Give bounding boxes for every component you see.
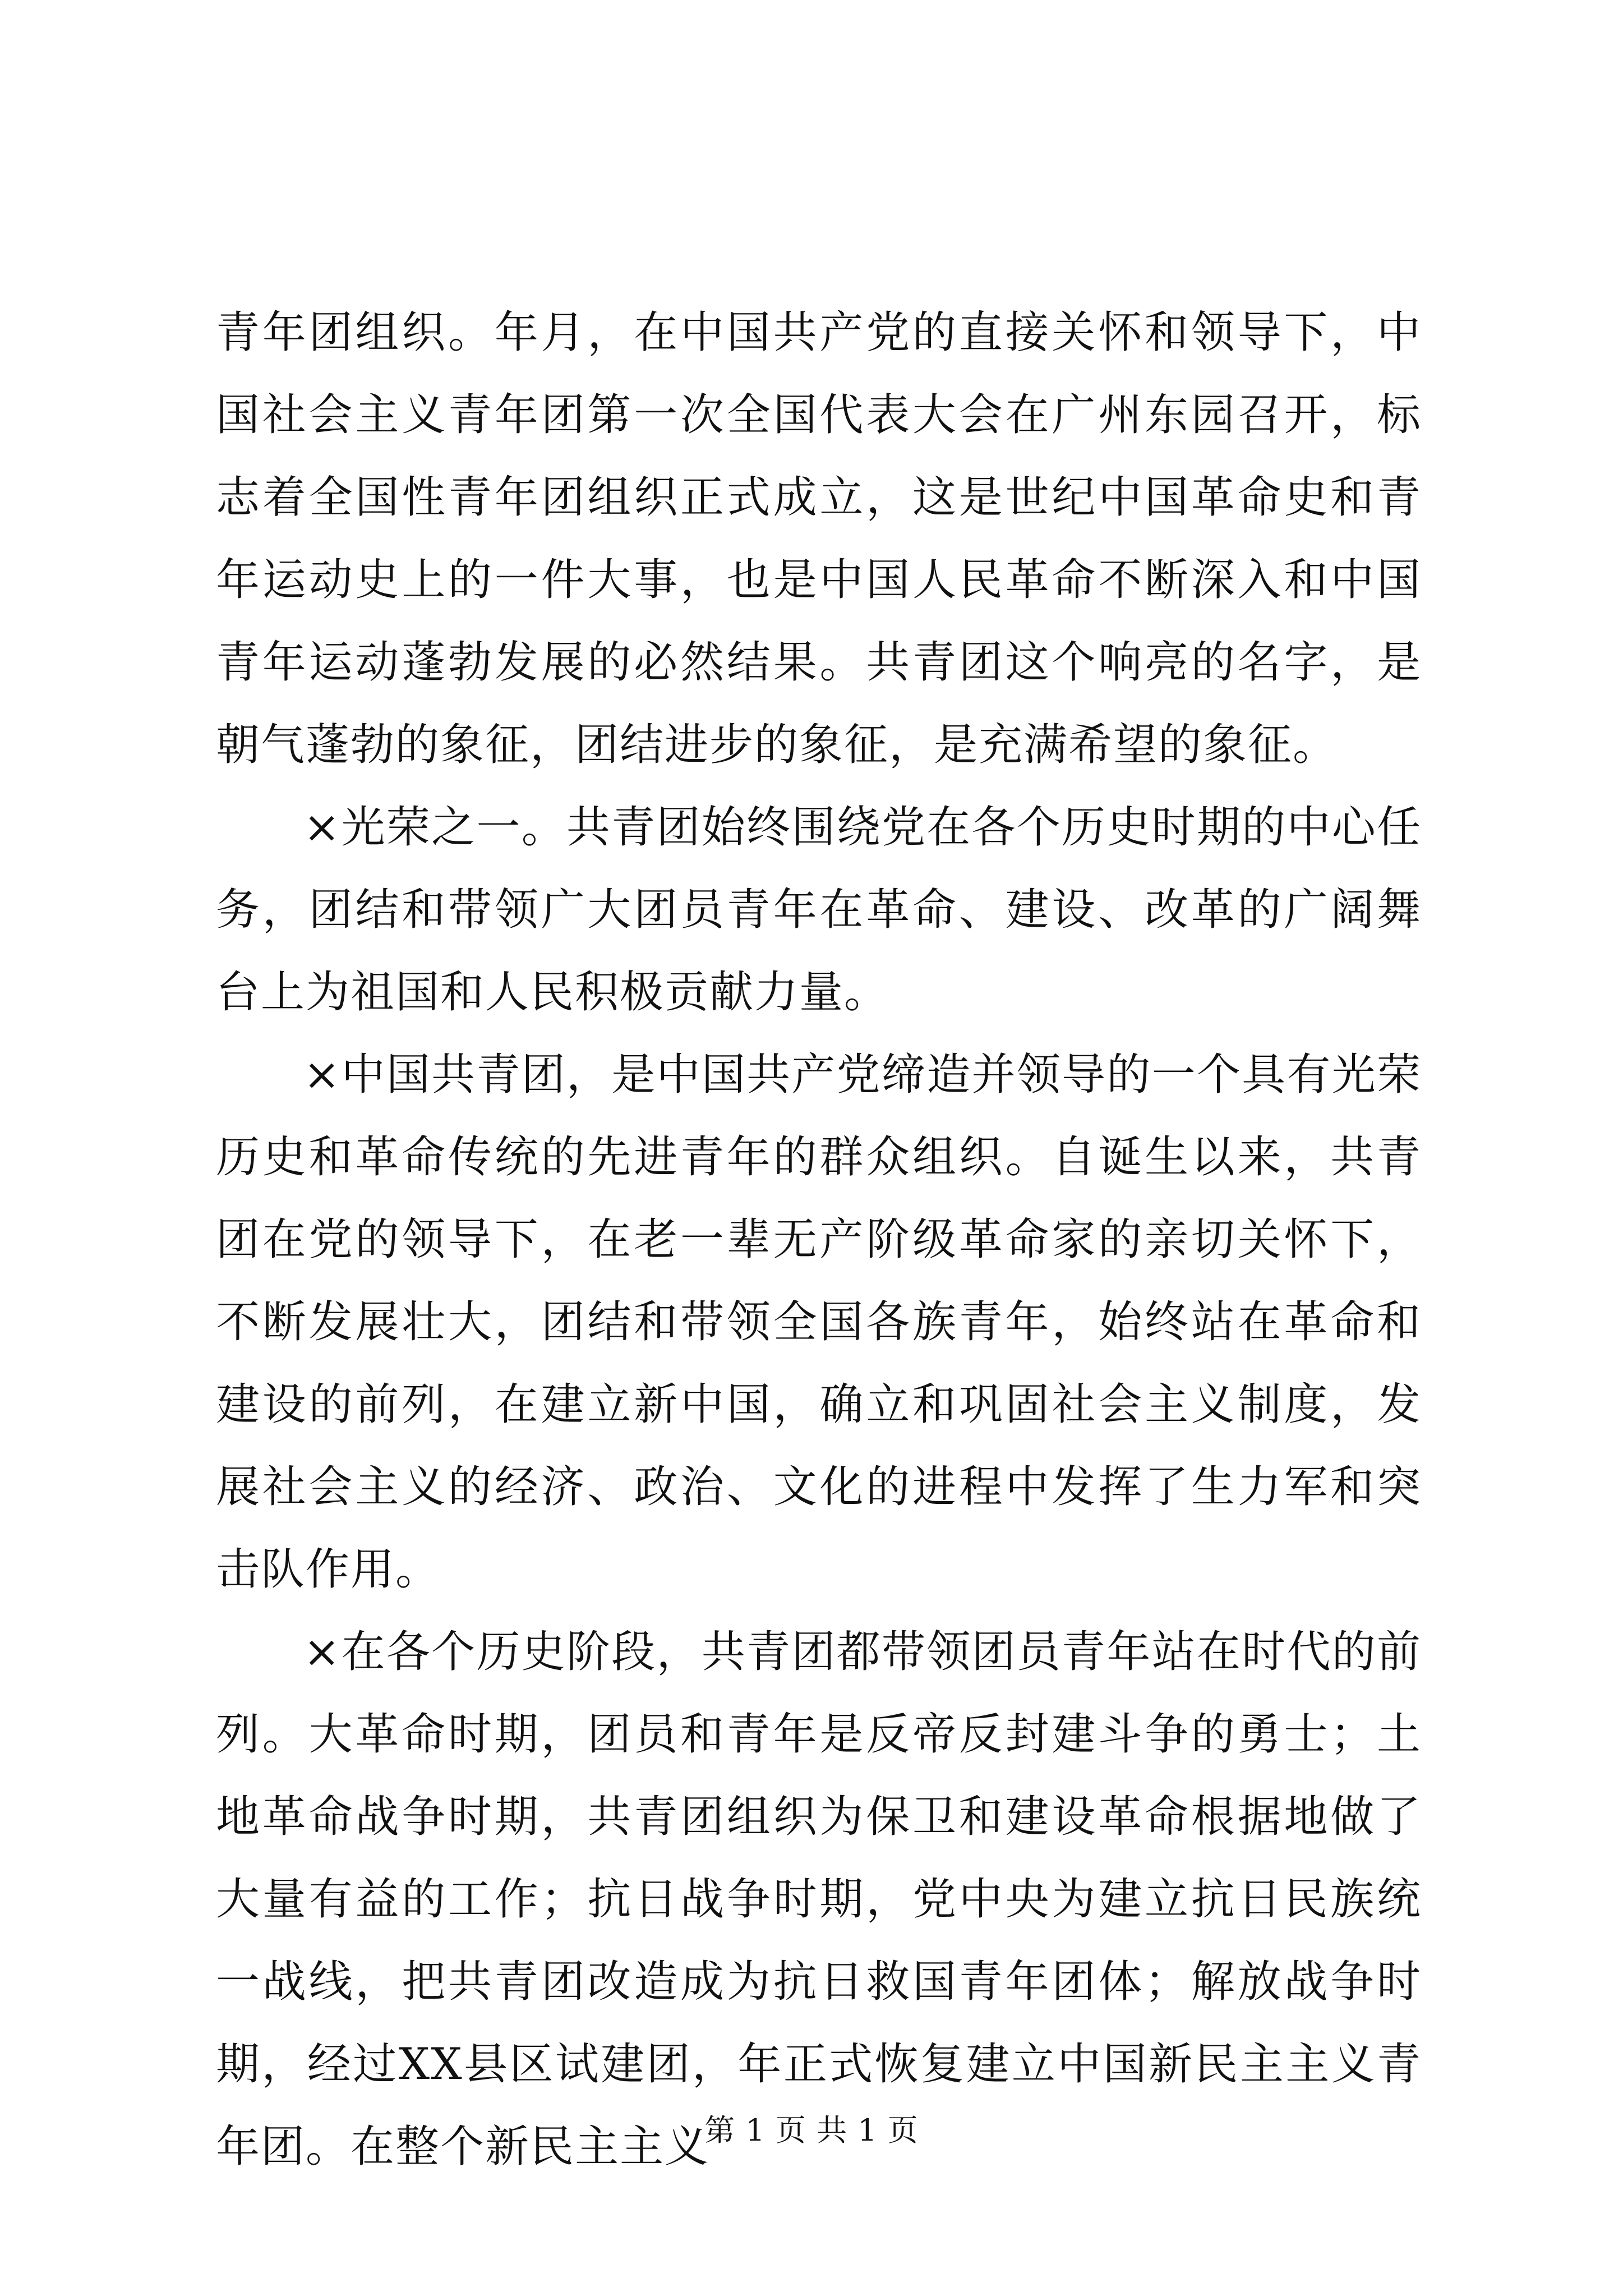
paragraph-4: ×在各个历史阶段，共青团都带领团员青年站在时代的前列。大革命时期，团员和青年是反帝反封建斗争的勇士；土地革命战争时期，共青团组织为保卫和建设革命根据地做了大量有益的工作；抗日战争时期，党中央为建立抗日民族统一战线，把共青团改造成为抗日救国青年团体；解放战争时期，经过XX县区试建团，年正式恢复建立中国新民主主义青年团。在整个新民主主义 [216, 1627, 1422, 2172]
document-body [216, 292, 1422, 2188]
paragraph-2: ×光荣之一。共青团始终围绕党在各个历史时期的中心任务，团结和带领广大团员青年在革命、建设、改革的广阔舞台上为祖国和人民积极贡献力量。 [216, 802, 1422, 1018]
paragraph-3: ×中国共青团，是中国共产党缔造并领导的一个具有光荣历史和革命传统的先进青年的群众组织。自诞生以来，共青团在党的领导下，在老一辈无产阶级革命家的亲切关怀下，不断发展壮大，团结和带领全国各族青年，始终站在革命和建设的前列，在建立新中国，确立和巩固社会主义制度，发展社会主义的经济、政治、文化的进程中发挥了生力军和突击队作用。 [216, 1050, 1422, 1595]
paragraph-1: 青年团组织。年月，在中国共产党的直接关怀和领导下，中国社会主义青年团第一次全国代表大会在广州东园召开，标志着全国性青年团组织正式成立，这是世纪中国革命史和青年运动史上的一件大事，也是中国人民革命不断深入和中国青年运动蓬勃发展的必然结果。共青团这个响亮的名字，是朝气蓬勃的象征，团结进步的象征，是充满希望的象征。 [216, 307, 1422, 770]
page-footer: 第 1 页 共 1 页 [704, 2113, 919, 2148]
